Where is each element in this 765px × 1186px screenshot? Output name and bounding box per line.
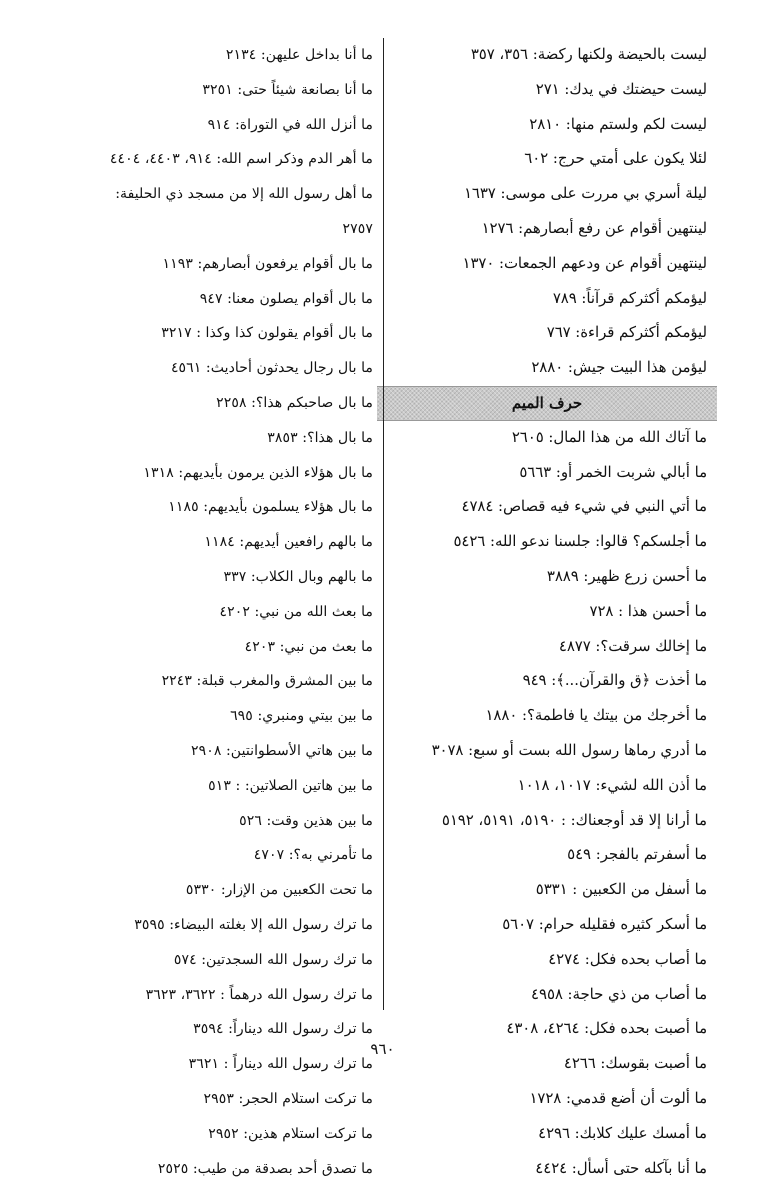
index-entry: ما آتاك الله من هذا المال: ٢٦٠٥: [377, 421, 707, 456]
index-entry: ما ترك رسول الله إلا بغلته البيضاء: ٣٥٩٥: [43, 908, 373, 943]
index-entry: ما أهر الدم وذكر اسم الله: ٩١٤، ٤٤٠٣، ٤٤٠٤: [43, 142, 373, 177]
index-entry: ما أهل رسول الله إلا من مسجد ذي الحليفة:: [43, 177, 373, 212]
index-entry: ما أسفل من الكعبين : ٥٣٣١: [377, 873, 707, 908]
index-entry: ما أصبت بقوسك: ٤٢٦٦: [377, 1047, 707, 1082]
index-entry: ما ترك رسول الله درهماً : ٣٦٢٢، ٣٦٢٣: [43, 978, 373, 1013]
index-entry: ليؤمكم أكثركم قرآناً: ٧٨٩: [377, 282, 707, 317]
index-entry: ما أحسن هذا : ٧٢٨: [377, 595, 707, 630]
index-entry: ما بين هاتي الأسطوانتين: ٢٩٠٨: [43, 734, 373, 769]
index-entry: ما أتي النبي في شيء فيه قصاص: ٤٧٨٤: [377, 490, 707, 525]
index-entry: ليست حيضتك في يدك: ٢٧١: [377, 73, 707, 108]
page-number: ٩٦٠: [0, 1040, 765, 1058]
index-entry: ما أسفرتم بالفجر: ٥٤٩: [377, 838, 707, 873]
left-column: [43, 38, 373, 1186]
index-entry: ما ترك رسول الله السجدتين: ٥٧٤: [43, 943, 373, 978]
index-entry: ما أنا بداخل عليهن: ٢١٣٤: [43, 38, 373, 73]
index-entry: ما إخالك سرقت؟: ٤٨٧٧: [377, 630, 707, 665]
index-entry: ما بين بيتي ومنبري: ٦٩٥: [43, 699, 373, 734]
index-entry: ما ترك رسول الله ديناراً: ٣٥٩٤: [43, 1012, 373, 1047]
index-entry: ما بالهم رافعين أيديهم: ١١٨٤: [43, 525, 373, 560]
index-entry: ليست لكم ولستم منها: ٢٨١٠: [377, 108, 707, 143]
index-entry: ليلة أسري بي مررت على موسى: ١٦٣٧: [377, 177, 707, 212]
index-entry: ما أرانا إلا قد أوجعناك: : ٥١٩٠، ٥١٩١، ٥١٩٢: [377, 804, 707, 839]
index-entry: ما أدري رماها رسول الله بست أو سبع: ٣٠٧٨: [377, 734, 707, 769]
index-entry: ما أنا بصانعة شيئاً حتى: ٣٢٥١: [43, 73, 373, 108]
index-entry: ليؤمن هذا البيت جيش: ٢٨٨٠: [377, 351, 707, 386]
index-entry: ما بال هذا؟: ٣٨٥٣: [43, 421, 373, 456]
index-entry: لينتهين أقوام عن رفع أبصارهم: ١٢٧٦: [377, 212, 707, 247]
index-entry: ما أخرجك من بيتك يا فاطمة؟: ١٨٨٠: [377, 699, 707, 734]
index-entry: ليؤمكم أكثركم قراءة: ٧٦٧: [377, 316, 707, 351]
index-entry: ما أسكر كثيره فقليله حرام: ٥٦٠٧: [377, 908, 707, 943]
index-entry: ما تركت استلام هذين: ٢٩٥٢: [43, 1117, 373, 1152]
index-entry: ما بال صاحبكم هذا؟: ٢٢٥٨: [43, 386, 373, 421]
index-entry: ما بال أقوام يصلون معنا: ٩٤٧: [43, 282, 373, 317]
index-entry: ما بعث من نبي: ٤٢٠٣: [43, 630, 373, 665]
index-entry: ما تصدق أحد بصدقة من طيب: ٢٥٢٥: [43, 1152, 373, 1186]
index-entry: ما بين هاتين الصلاتين: : ٥١٣: [43, 769, 373, 804]
section-header: [377, 386, 717, 421]
index-entry: ما أصاب من ذي حاجة: ٤٩٥٨: [377, 978, 707, 1013]
section-title: حرف الميم: [512, 387, 582, 419]
index-entry: ما بين هذين وقت: ٥٢٦: [43, 804, 373, 839]
index-entry: ما أخذت ﴿ق والقرآن...﴾: ٩٤٩: [377, 664, 707, 699]
index-entry: لينتهين أقوام عن ودعهم الجمعات: ١٣٧٠: [377, 247, 707, 282]
index-entry: ليست بالحيضة ولكنها ركضة: ٣٥٦، ٣٥٧: [377, 38, 707, 73]
index-entry: ما بال أقوام يقولون كذا وكذا : ٣٢١٧: [43, 316, 373, 351]
index-entry: ما أبالي شربت الخمر أو: ٥٦٦٣: [377, 456, 707, 491]
index-entry: ما أذن الله لشيء: ١٠١٧، ١٠١٨: [377, 769, 707, 804]
index-entry: ما تحت الكعبين من الإزار: ٥٣٣٠: [43, 873, 373, 908]
index-entry: ما أصاب بحده فكل: ٤٢٧٤: [377, 943, 707, 978]
index-entry: ما بال أقوام يرفعون أبصارهم: ١١٩٣: [43, 247, 373, 282]
index-entry: ما بال رجال يحدثون أحاديث: ٤٥٦١: [43, 351, 373, 386]
index-entry: ما بعث الله من نبي: ٤٢٠٢: [43, 595, 373, 630]
index-entry: ٢٧٥٧: [43, 212, 373, 247]
right-column: [377, 38, 707, 1186]
index-entry: ما أنا بآكله حتى أسأل: ٤٤٢٤: [377, 1152, 707, 1186]
index-entry: ما تركت استلام الحجر: ٢٩٥٣: [43, 1082, 373, 1117]
index-entry: ما تأمرني به؟: ٤٧٠٧: [43, 838, 373, 873]
index-entry: ما أمسك عليك كلابك: ٤٢٩٦: [377, 1117, 707, 1152]
index-entry: ما بالهم وبال الكلاب: ٣٣٧: [43, 560, 373, 595]
index-entry: ما أصبت بحده فكل: ٤٢٦٤، ٤٣٠٨: [377, 1012, 707, 1047]
index-entry: ما ترك رسول الله ديناراً : ٣٦٢١: [43, 1047, 373, 1082]
index-entry: ما أحسن زرع ظهير: ٣٨٨٩: [377, 560, 707, 595]
index-entry: ما أجلسكم؟ قالوا: جلسنا ندعو الله: ٥٤٢٦: [377, 525, 707, 560]
index-entry: ما بال هؤلاء يسلمون بأيديهم: ١١٨٥: [43, 490, 373, 525]
index-entry: لئلا يكون على أمتي حرج: ٦٠٢: [377, 142, 707, 177]
column-divider: [383, 38, 384, 1010]
index-entry: ما ألوت أن أضع قدمي: ١٧٢٨: [377, 1082, 707, 1117]
index-entry: ما أنزل الله في التوراة: ٩١٤: [43, 108, 373, 143]
index-entry: ما بال هؤلاء الذين يرمون بأيديهم: ١٣١٨: [43, 456, 373, 491]
index-entry: ما بين المشرق والمغرب قبلة: ٢٢٤٣: [43, 664, 373, 699]
